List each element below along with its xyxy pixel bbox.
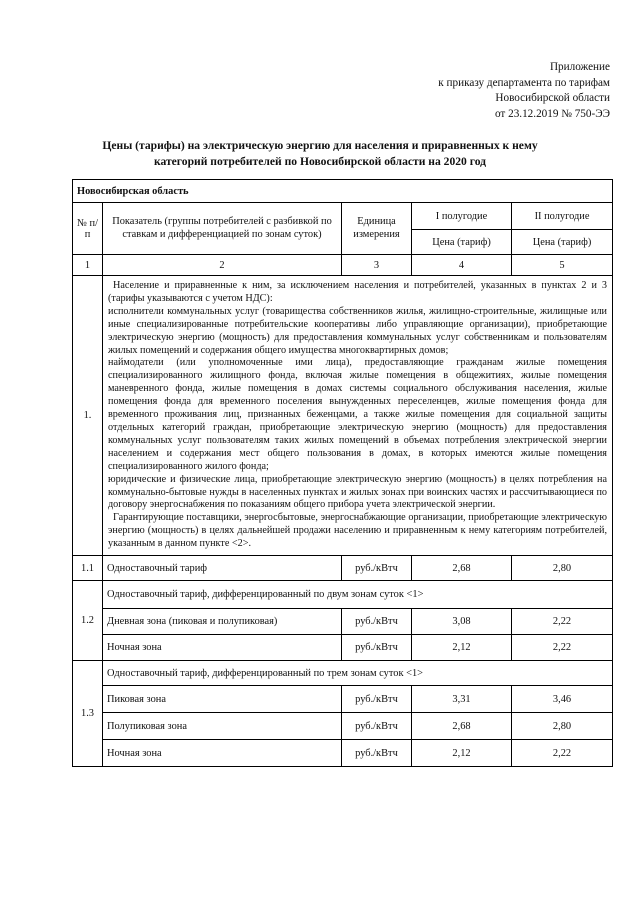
header-row [73, 203, 613, 230]
row-unit: руб./кВтч [342, 609, 412, 635]
header-num: № п/п [73, 203, 103, 255]
table-row [73, 713, 613, 740]
section-1-num: 1. [73, 276, 103, 556]
appendix-line: Приложение [549, 61, 610, 73]
region-row [73, 180, 613, 203]
appendix-line: от 23.12.2019 № 750-ЭЭ [494, 107, 610, 120]
row-unit: руб./кВтч [342, 686, 412, 713]
table-row [73, 661, 613, 686]
row-value-h1: 2,68 [412, 556, 512, 581]
header-half1: I полугодие [412, 203, 512, 230]
col-number: 2 [103, 255, 342, 276]
row-group-title: Одноставочный тариф, дифференцированный по трем зонам суток <1> [103, 661, 613, 686]
table-row [73, 581, 613, 609]
appendix-block [280, 60, 610, 122]
header-price2: Цена (тариф) [512, 230, 613, 255]
row-value-h1: 3,08 [412, 609, 512, 635]
row-unit: руб./кВтч [342, 740, 412, 767]
desc-paragraph: Население и приравненные к ним, за исключением населения и потребителей, указанных в пунктах 2 и 3 (тарифы указываются с учетом НДС): [108, 280, 607, 304]
row-name: Дневная зона (пиковая и полупиковая) [103, 609, 342, 635]
region-cell: Новосибирская область [73, 180, 613, 203]
row-unit: руб./кВтч [342, 556, 412, 581]
section-1-description [103, 276, 613, 556]
table-row [73, 740, 613, 767]
row-num: 1.1 [73, 556, 103, 581]
col-number: 5 [512, 255, 613, 276]
row-group-title: Одноставочный тариф, дифференцированный по двум зонам суток <1> [103, 581, 613, 609]
col-number: 3 [342, 255, 412, 276]
row-name: Ночная зона [103, 740, 342, 767]
row-value-h2: 2,80 [512, 556, 613, 581]
desc-paragraph: юридические и физические лица, приобретающие электрическую энергию (мощность) в целях потребления на коммунально-бытовые нужды в населенных пунктах и жилых зонах при воинских частях и рассчитывающиеся по договору энергоснабжения по показаниям общего прибора учета электрической энергии. [108, 473, 607, 511]
header-half2: II полугодие [512, 203, 613, 230]
header-indicator: Показатель (группы потребителей с разбивкой по ставкам и дифференциацией по зонам суток) [103, 203, 342, 255]
document-title [60, 138, 580, 169]
desc-paragraph: исполнители коммунальных услуг (товарищества собственников жилья, жилищно-строительные, жилищные или иные специализированные потребительские кооперативы либо управляющие организации), приобретающие электрическую энергию (мощность) для предоставления коммунальных услуг собственникам и пользователям жилых помещений и содержания общего имущества многоквартирных домов; [108, 305, 607, 356]
row-name: Полупиковая зона [103, 713, 342, 740]
row-unit: руб./кВтч [342, 635, 412, 661]
table-row [73, 609, 613, 635]
row-value-h1: 2,12 [412, 740, 512, 767]
table-row [73, 635, 613, 661]
desc-paragraph: Гарантирующие поставщики, энергосбытовые, энергоснабжающие организации, приобретающие электрическую энергию (мощность) в целях дальнейшей продажи населению и приравненным к нему категориям потребителей, указанным в данном пункте <2>. [108, 512, 607, 550]
row-unit: руб./кВтч [342, 713, 412, 740]
appendix-line: Новосибирской области [495, 92, 610, 104]
row-name: Ночная зона [103, 635, 342, 661]
col-number: 1 [73, 255, 103, 276]
row-num: 1.2 [73, 581, 103, 661]
row-value-h2: 2,22 [512, 609, 613, 635]
appendix-line: к приказу департамента по тарифам [438, 76, 610, 89]
row-value-h2: 2,22 [512, 635, 613, 661]
table-row [73, 686, 613, 713]
row-value-h1: 2,12 [412, 635, 512, 661]
row-value-h1: 3,31 [412, 686, 512, 713]
row-value-h2: 2,80 [512, 713, 613, 740]
row-value-h1: 2,68 [412, 713, 512, 740]
section-1-row [73, 276, 613, 556]
title-line: категорий потребителей по Новосибирской области на 2020 год [153, 154, 487, 168]
row-name: Одноставочный тариф [103, 556, 342, 581]
row-num: 1.3 [73, 661, 103, 767]
row-value-h2: 3,46 [512, 686, 613, 713]
header-price1: Цена (тариф) [412, 230, 512, 255]
table-row [73, 556, 613, 581]
tariff-table [72, 179, 613, 767]
row-name: Пиковая зона [103, 686, 342, 713]
row-value-h2: 2,22 [512, 740, 613, 767]
title-line: Цены (тарифы) на электрическую энергию для населения и приравненных к нему [102, 139, 538, 152]
desc-paragraph: наймодатели (или уполномоченные ими лица), предоставляющие гражданам жилые помещения специализированного жилищного фонда, включая жилые помещения в общежитиях, жилые помещения маневренного фонда, жилые помещения в домах системы социального обслуживания населения, жилые помещения фонда для временного поселения вынужденных переселенцев, жилые помещения фонда для временного проживания лиц, признанных беженцами, а также жилые помещения для социальной защиты отдельных категорий граждан, приобретающие электрическую энергию (мощность) для предоставления коммунальных услуг пользователям таких жилых помещений в объемах потребления электрической энергии населением и содержания мест общего пользования в домах, в которых имеются жилые помещения специализированного жилого фонда; [108, 357, 607, 472]
header-unit: Единица измерения [342, 203, 412, 255]
col-number: 4 [412, 255, 512, 276]
column-numbers-row [73, 255, 613, 276]
